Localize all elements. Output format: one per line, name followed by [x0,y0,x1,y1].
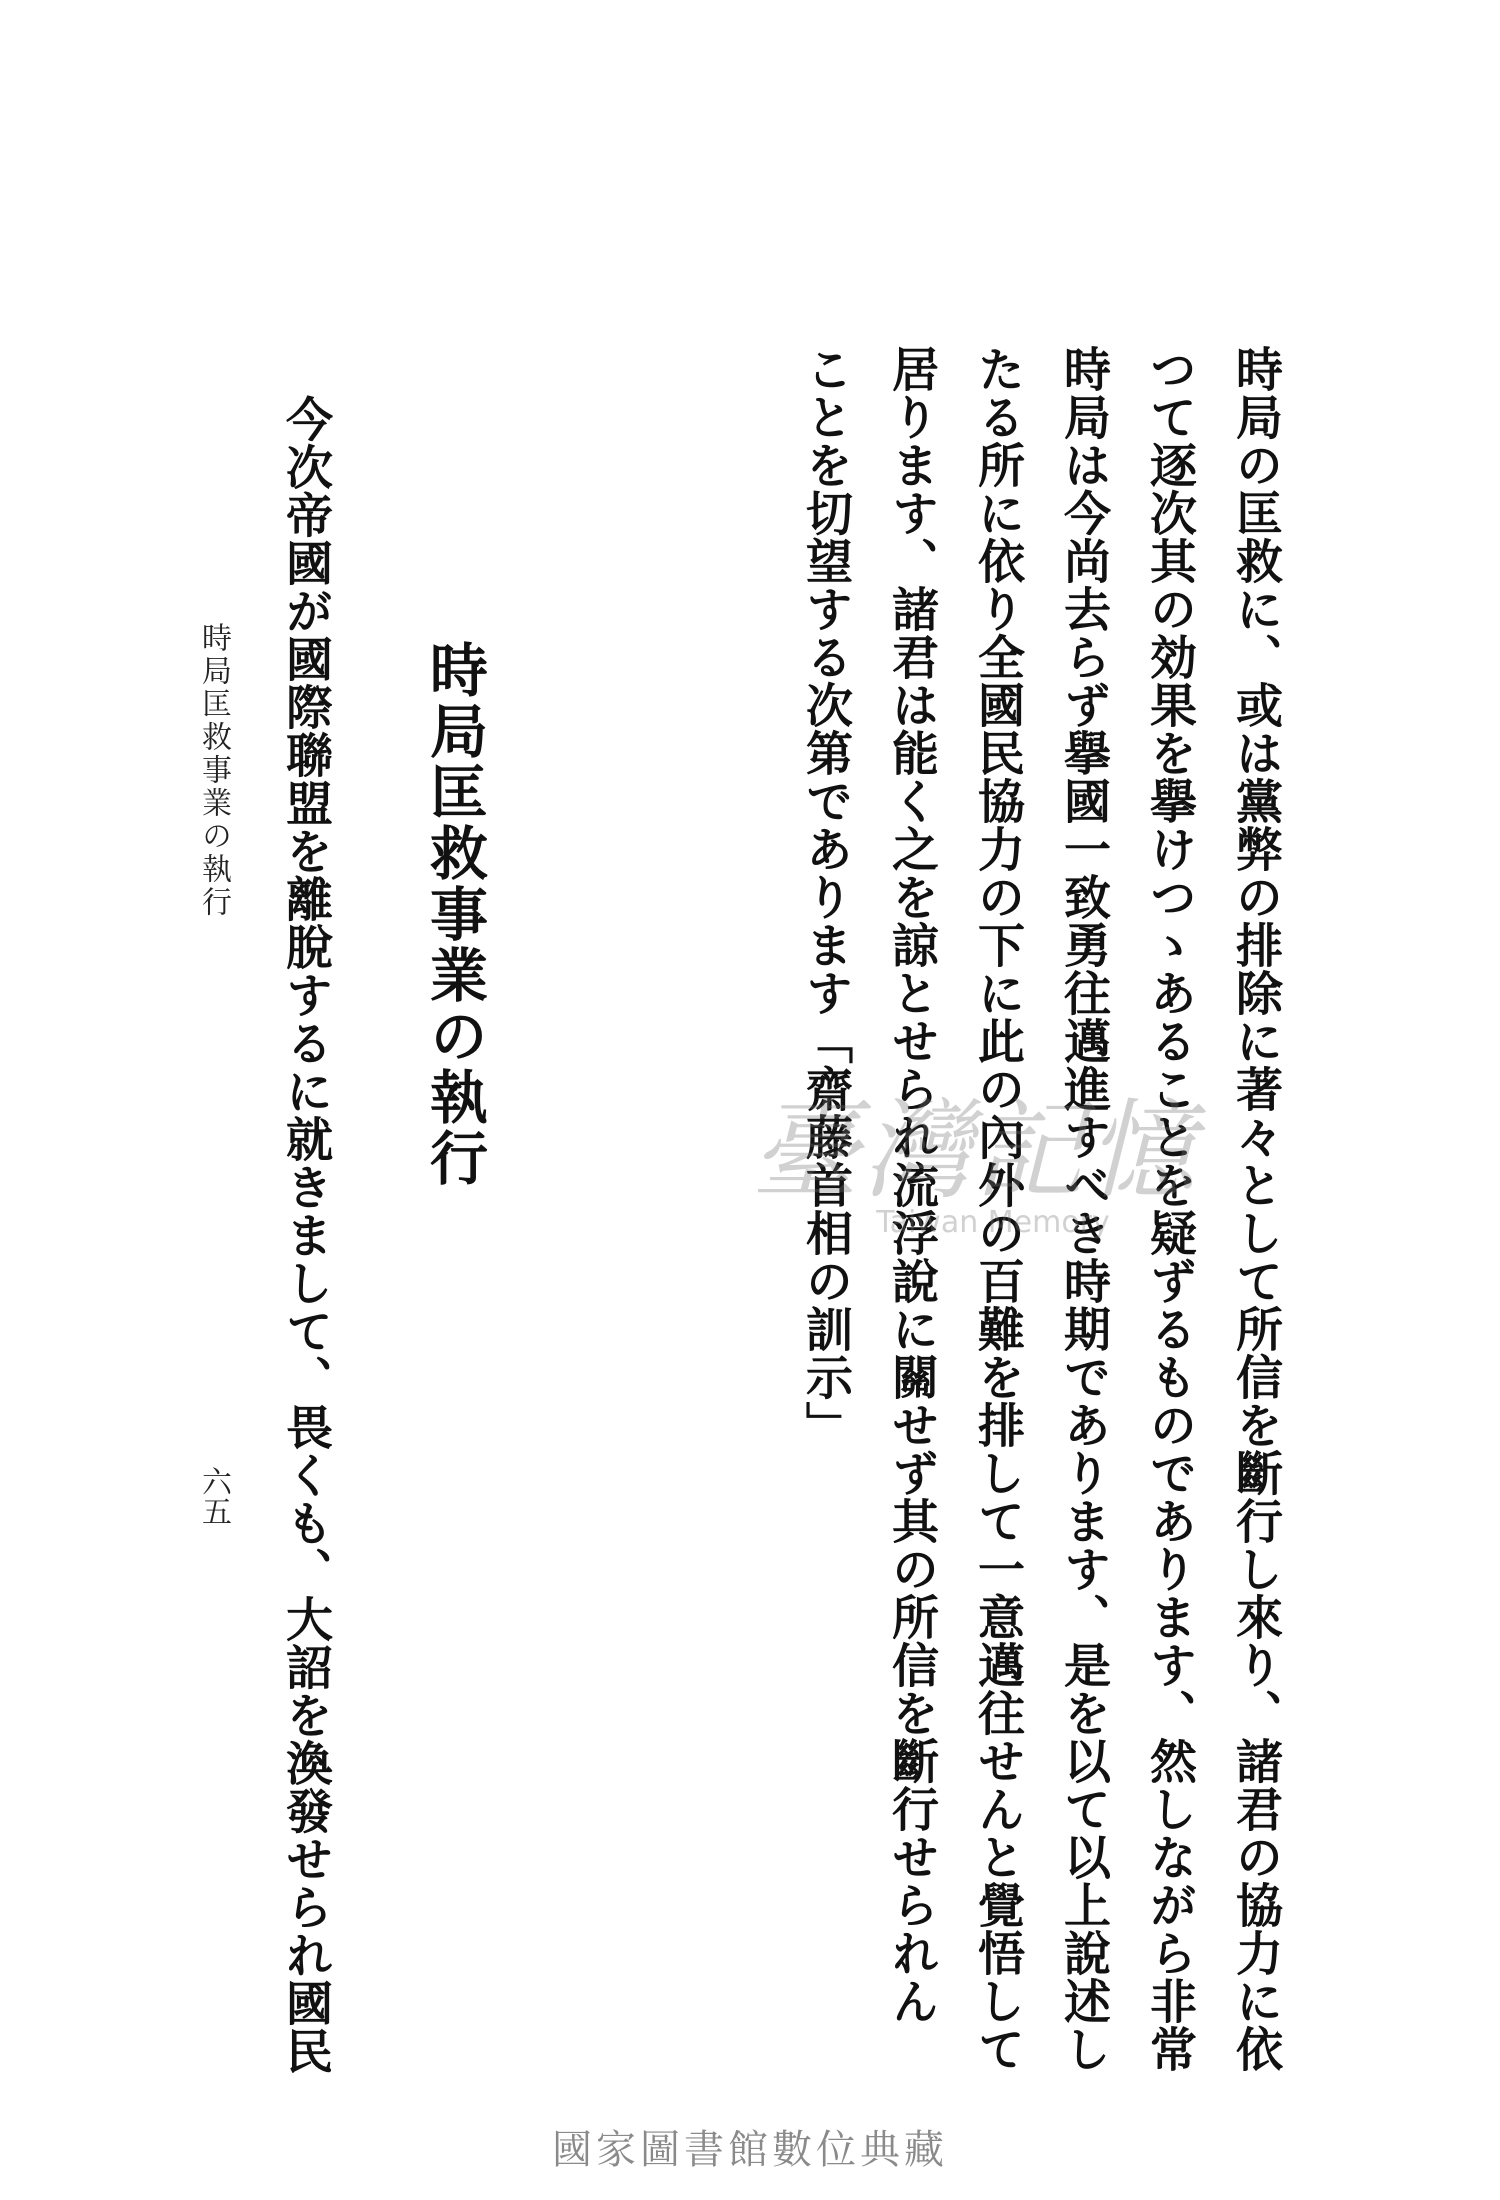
page-number: 六五 [196,1466,231,1526]
footer-credit: 國家圖書館數位典藏 [552,2127,948,2173]
watermark-logo [735,1080,1215,1240]
svg-text:臺灣記憶: 臺灣記憶 [750,1089,1200,1214]
body-column-1: 時局の匡救に、或は黨弊の排除に著々として所信を斷行し來り、諸君の協力に依 [1228,345,1283,2073]
body-column-6: ことを切望する次第であります「齋藤首相の訓示」 [798,345,853,1449]
section-body-column-1: 今次帝國が國際聯盟を離脫するに就きまして、畏くも、大詔を渙發せられ國民 [278,395,333,2075]
body-column-2: つて逐次其の効果を擧けつゝあることを疑ずるものであります、然しながら非常 [1142,345,1197,2073]
body-column-5: 居ります、諸君は能く之を諒とせられ流浮說に關せず其の所信を斷行せられん [884,345,939,2025]
svg-text:Taiwan Memory: Taiwan Memory [876,1205,1110,1240]
body-column-3: 時局は今尚去らず擧國一致勇往邁進すべき時期であります、是を以て以上說述し [1056,345,1111,2073]
running-head: 時局匡救事業の執行 [196,622,231,919]
body-column-4: たる所に依り全國民協力の下に此の內外の百難を排して一意邁往せんと覺悟して [970,345,1025,2073]
section-title: 時局匡救事業の執行 [420,640,488,1189]
